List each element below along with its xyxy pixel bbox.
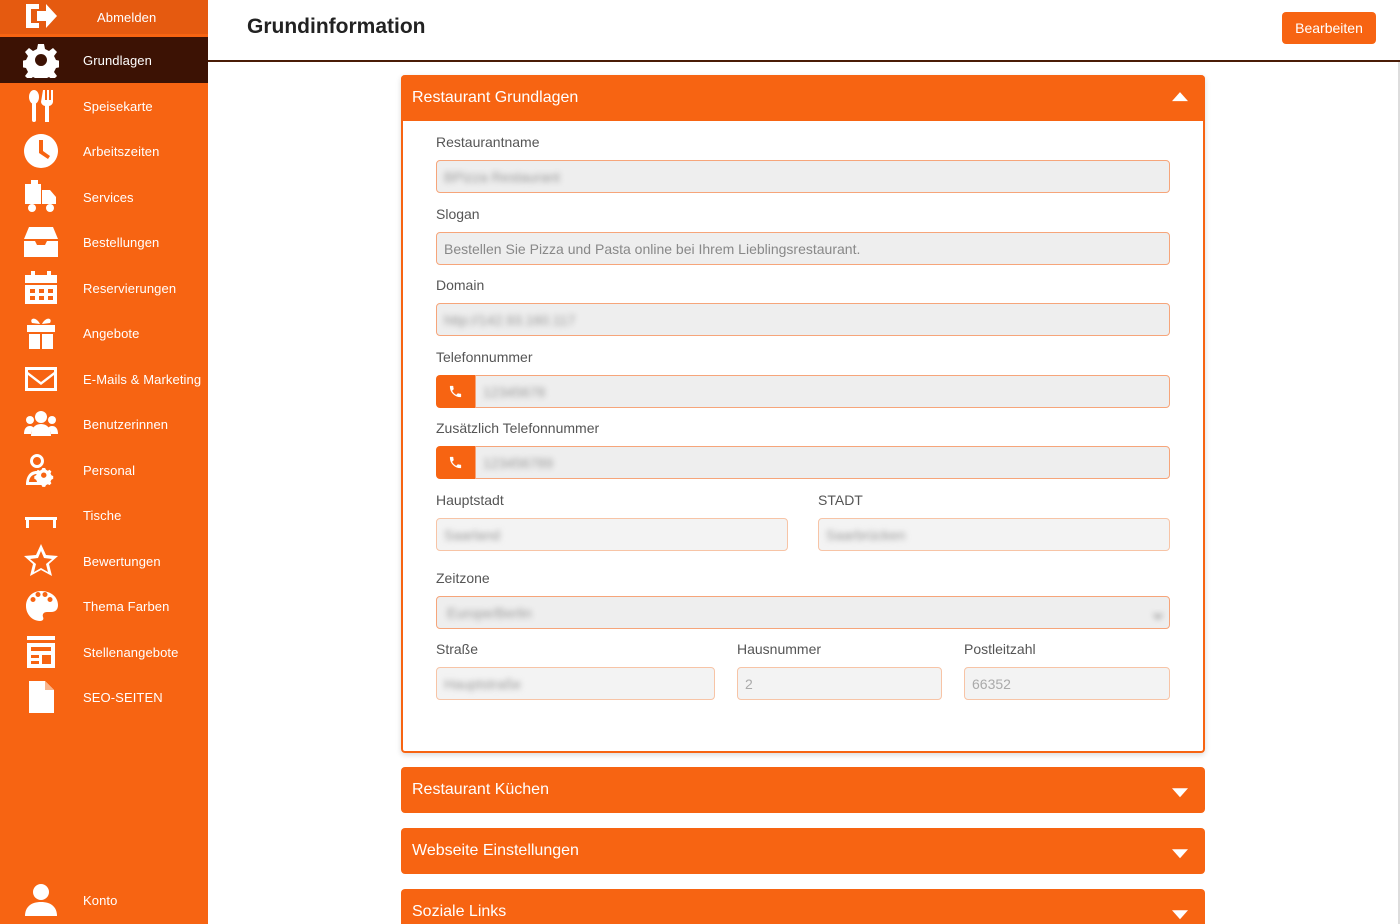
- timezone-value: Europe/Berlin: [447, 604, 532, 621]
- panel-title: Restaurant Küchen: [412, 781, 549, 798]
- sidebar-item-label: Bewertungen: [83, 553, 161, 569]
- phone-label: Telefonnummer: [436, 349, 533, 365]
- chevron-down-icon: [1172, 849, 1188, 858]
- panel-header-restaurant-grundlagen[interactable]: [401, 75, 1205, 121]
- sidebar-item-stellenangebote[interactable]: [0, 629, 208, 675]
- page-header: [208, 0, 1400, 62]
- users-icon: [22, 405, 60, 443]
- restaurant-name-value: BPizza Restaurant: [444, 168, 560, 185]
- job-board-icon: [22, 633, 60, 671]
- slogan-input[interactable]: [436, 232, 1170, 265]
- palette-icon: [22, 587, 60, 625]
- panel-webseite-einstellungen: [401, 828, 1205, 874]
- house-number-input[interactable]: [737, 667, 942, 700]
- house-number-value: 2: [745, 675, 753, 692]
- state-input[interactable]: [436, 518, 788, 551]
- additional-phone-label: Zusätzlich Telefonnummer: [436, 420, 600, 436]
- zip-input[interactable]: [964, 667, 1170, 700]
- chevron-down-icon: [1172, 910, 1188, 919]
- logout-label: Abmelden: [97, 9, 157, 25]
- sidebar-item-label: Angebote: [83, 325, 140, 341]
- house-number-label: Hausnummer: [737, 641, 822, 657]
- phone-icon: [448, 455, 463, 470]
- file-icon: [22, 678, 60, 716]
- sidebar-item-tische[interactable]: [0, 492, 208, 538]
- sidebar-item-label: Benutzerinnen: [83, 416, 169, 432]
- sidebar: [0, 0, 208, 924]
- city-label: STADT: [818, 492, 863, 508]
- sidebar-item-label: Grundlagen: [83, 52, 152, 68]
- sidebar-item-label: Stellenangebote: [83, 644, 179, 660]
- envelope-icon: [22, 360, 60, 398]
- slogan-label: Slogan: [436, 206, 480, 222]
- gift-icon: [22, 314, 60, 352]
- delivery-truck-icon: [22, 178, 60, 216]
- star-icon: [22, 542, 60, 580]
- sidebar-item-emails-marketing[interactable]: [0, 356, 208, 402]
- street-input[interactable]: [436, 667, 715, 700]
- phone-addon: [436, 375, 475, 408]
- street-label: Straße: [436, 641, 479, 657]
- panel-restaurant-grundlagen: [401, 75, 1205, 753]
- timezone-select[interactable]: [436, 596, 1170, 629]
- sidebar-item-label: Reservierungen: [83, 280, 177, 296]
- calendar-icon: [22, 269, 60, 307]
- panel-header-soziale-links[interactable]: [401, 889, 1205, 924]
- zip-value: 66352: [972, 675, 1011, 692]
- sidebar-item-speisekarte[interactable]: [0, 83, 208, 129]
- domain-label: Domain: [436, 277, 485, 293]
- sidebar-item-label: Personal: [83, 462, 136, 478]
- panel-header-webseite-einstellungen[interactable]: [401, 828, 1205, 874]
- edit-button[interactable]: Bearbeiten: [1282, 12, 1376, 44]
- gear-icon: [22, 41, 60, 79]
- sidebar-item-konto[interactable]: [0, 877, 208, 923]
- logout-button[interactable]: [0, 0, 208, 34]
- slogan-placeholder: Bestellen Sie Pizza und Pasta online bei Ihrem Lieblingsrestaurant.: [444, 240, 861, 257]
- phone-addon-2: [436, 446, 475, 479]
- sidebar-item-label: Services: [83, 189, 134, 205]
- sidebar-item-bewertungen[interactable]: [0, 538, 208, 584]
- sidebar-item-reservierungen[interactable]: [0, 265, 208, 311]
- sidebar-item-angebote[interactable]: [0, 310, 208, 356]
- zip-label: Postleitzahl: [964, 641, 1036, 657]
- box-icon: [22, 223, 60, 261]
- sidebar-item-label: Arbeitszeiten: [83, 143, 160, 159]
- table-icon: [22, 496, 60, 534]
- account-icon: [22, 881, 60, 919]
- sidebar-item-services[interactable]: [0, 174, 208, 220]
- cutlery-icon: [22, 87, 60, 125]
- domain-input[interactable]: [436, 303, 1170, 336]
- sidebar-item-label: E-Mails & Marketing: [83, 371, 202, 387]
- domain-value: http://142.93.160.117: [444, 311, 576, 328]
- panel-soziale-links: [401, 889, 1205, 924]
- panel-header-restaurant-kuechen[interactable]: [401, 767, 1205, 813]
- sidebar-item-label: Speisekarte: [83, 98, 153, 114]
- city-input[interactable]: [818, 518, 1170, 551]
- additional-phone-input[interactable]: [475, 446, 1170, 479]
- sidebar-item-personal[interactable]: [0, 447, 208, 493]
- additional-phone-value: 123456789: [483, 454, 554, 471]
- state-value: Saarland: [444, 526, 501, 543]
- sidebar-item-thema-farben[interactable]: [0, 583, 208, 629]
- user-gear-icon: [22, 451, 60, 489]
- restaurant-name-label: Restaurantname: [436, 134, 540, 150]
- street-value: Hauptstraße: [444, 675, 522, 692]
- chevron-up-icon: [1172, 92, 1188, 101]
- panel-title: Webseite Einstellungen: [412, 842, 579, 859]
- phone-value: 12345678: [483, 383, 546, 400]
- clock-icon: [22, 132, 60, 170]
- sidebar-item-seo-seiten[interactable]: [0, 674, 208, 720]
- sidebar-item-benutzerinnen[interactable]: [0, 401, 208, 447]
- state-label: Hauptstadt: [436, 492, 504, 508]
- panel-title: Restaurant Grundlagen: [412, 89, 579, 106]
- phone-input[interactable]: [475, 375, 1170, 408]
- phone-icon: [448, 384, 463, 399]
- restaurant-name-input[interactable]: [436, 160, 1170, 193]
- page-title: Grundinformation: [247, 15, 426, 38]
- chevron-down-icon: [1172, 788, 1188, 797]
- sidebar-item-bestellungen[interactable]: [0, 219, 208, 265]
- sidebar-item-grundlagen[interactable]: [0, 37, 208, 83]
- sidebar-item-label: Bestellungen: [83, 234, 160, 250]
- city-value: Saarbrücken: [826, 526, 906, 543]
- sidebar-item-arbeitszeiten[interactable]: [0, 128, 208, 174]
- panel-title: Soziale Links: [412, 903, 507, 920]
- sidebar-item-label: SEO-SEITEN: [83, 689, 163, 705]
- panel-restaurant-kuechen: [401, 767, 1205, 813]
- sidebar-item-label: Thema Farben: [83, 598, 170, 614]
- sidebar-item-label: Konto: [83, 892, 118, 908]
- chevron-down-icon: [1153, 608, 1163, 618]
- sidebar-item-label: Tische: [83, 507, 122, 523]
- logout-icon: [22, 0, 60, 35]
- timezone-label: Zeitzone: [436, 570, 490, 586]
